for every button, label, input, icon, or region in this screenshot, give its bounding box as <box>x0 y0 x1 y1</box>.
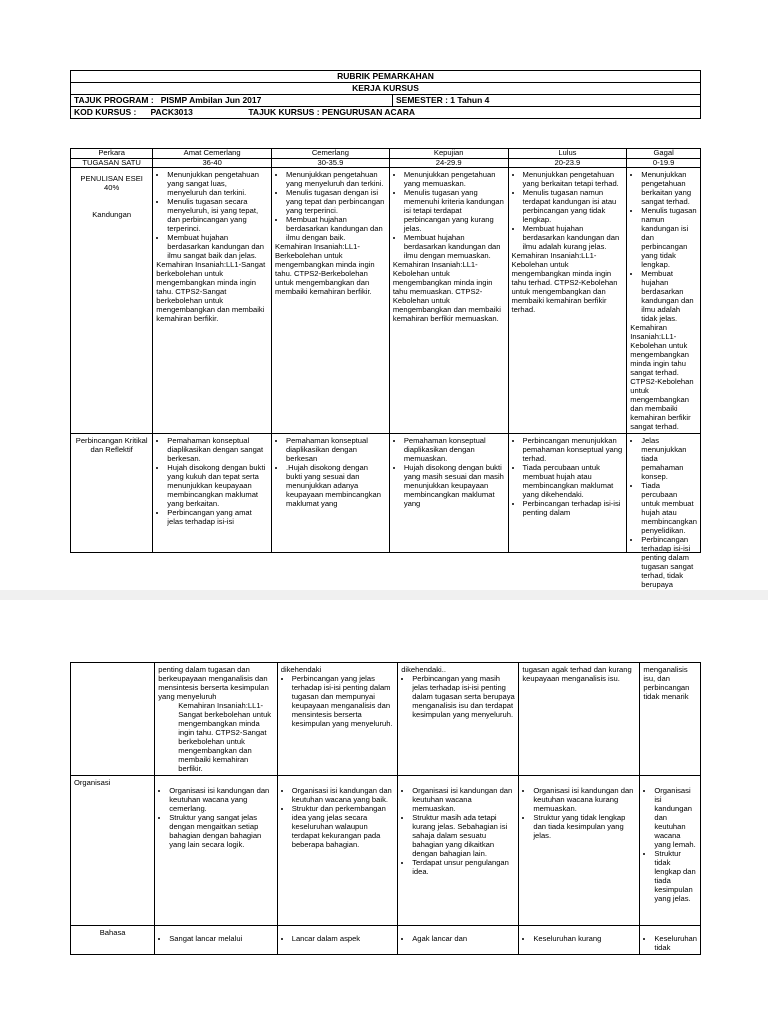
descriptor-cell <box>508 168 627 434</box>
descriptor-cell <box>398 926 519 955</box>
col-kepujian: Kepujian <box>389 149 508 159</box>
descriptor-cell <box>389 168 508 434</box>
descriptor-cell <box>627 168 701 434</box>
continuation-row <box>71 663 701 776</box>
descriptor-item: • Pemahaman konseptual diaplikasikan dengan memuaskan. <box>404 436 505 463</box>
descriptor-item: • Menulis tugasan namun terdapat kandungan isi atau perbincangan yang tidak lengkap. <box>523 188 624 224</box>
descriptor-item: • Menulis tugasan yang memenuhi kriteria kandungan isi tetapi terdapat perbincangan yang kurang jelas. <box>404 188 505 233</box>
task-label: TUGASAN SATU <box>71 158 153 168</box>
descriptor-item: • Membuat hujahan berdasarkan kandungan dan ilmu adalah tidak jelas. <box>641 269 697 323</box>
descriptor-item: • Sangat lancar melalui <box>169 934 274 943</box>
descriptor-item: • Struktur tidak lengkap dan tiada kesimpulan yang jelas. <box>654 849 697 903</box>
descriptor-item: • Menulis tugasan namun kandungan isi dan perbincangan yang tidak lengkap. <box>641 206 697 269</box>
perbincangan-row <box>71 434 701 553</box>
descriptor-item: • Keseluruhan kurang <box>533 934 636 943</box>
program-label: TAJUK PROGRAM : PISMP Ambilan Jun 2017 <box>71 95 393 107</box>
descriptor-cell <box>398 776 519 926</box>
descriptor-item: • Organisasi isi kandungan dan keutuhan wacana yang baik. <box>292 786 394 804</box>
descriptor-item: • Struktur masih ada tetapi kurang jelas. Sebahagian isi sahaja dalam sesuatu bahagian yang dikaitkan dengan bahagian lain. <box>412 813 515 858</box>
descriptor-cell <box>272 434 390 553</box>
descriptor-cell <box>153 168 272 434</box>
descriptor-item: • Organisasi isi kandungan dan keutuhan wacana yang cemerlang. <box>169 786 274 813</box>
descriptor-item: • Perbincangan menunjukkan pemahaman konseptual yang terhad. <box>523 436 624 463</box>
descriptor-item: • Perbincangan yang masih jelas terhadap isi-isi penting dalam tugasan serta berupaya menganalisis isu dan terdapat kesimpulan yang menyeluruh. <box>412 674 515 719</box>
descriptor-cell <box>277 663 397 776</box>
descriptor-cell <box>272 168 390 434</box>
descriptor-item: • Pemahaman konseptual diaplikasikan dengan berkesan <box>286 436 386 463</box>
rubric-table-page-1 <box>70 148 701 589</box>
descriptor-item: • Perbincangan terhadap isi-isi penting dalam <box>523 499 624 517</box>
criterion-penulisan <box>71 168 153 434</box>
descriptor-item: • Struktur yang tidak lengkap dan tiada kesimpulan yang jelas. <box>533 813 636 840</box>
descriptor-item: • Menulis tugasan dengan isi yang tepat dan perbincangan yang terperinci. <box>286 188 386 215</box>
descriptor-item: • Tiada percubaan untuk membuat hujah atau membincangkan maklumat yang dikehendaki. <box>523 463 624 499</box>
descriptor-item: • Organisasi isi kandungan dan keutuhan wacana kurang memuaskan. <box>533 786 636 813</box>
descriptor-note: Kemahiran Insaniah:LL1-Sangat berkebolehan untuk mengembangkan minda ingin tahu. CTPS2-Sangat berkebolehan untuk mengembangkan dan membaiki kemahiran berfikir. <box>156 260 266 323</box>
descriptor-item: • Perbincangan yang jelas terhadap isi-isi penting dalam tugasan dan mempunyai keupayaan menganalisis dan mensintesis berserta kesimpulan yang menyeluruh. <box>292 674 394 728</box>
descriptor-note: Kemahiran Insaniah:LL1-Kebolehan untuk mengembangkan minda ingin tahu terhad. CTPS2-Kebolehan untuk mengembangkan dan membaiki kemahiran berfikir terhad. <box>511 251 618 314</box>
descriptor-item: • Menunjukkan pengetahuan berkaitan yang sangat terhad. <box>641 170 697 206</box>
score-range: 0-19.9 <box>627 158 701 168</box>
bahasa-row <box>71 926 701 955</box>
descriptor-cell <box>640 776 701 926</box>
descriptor-item: • Organisasi isi kandungan dan keutuhan wacana yang lemah. <box>654 786 697 849</box>
descriptor-cell <box>640 663 701 776</box>
descriptor-item: • Menunjukkan pengetahuan yang memuaskan. <box>404 170 505 188</box>
organisasi-row <box>71 776 701 926</box>
col-perkara: Perkara <box>71 149 153 159</box>
document-page-2 <box>0 600 768 1024</box>
descriptor-item: • Terdapat unsur pengulangan idea. <box>412 858 515 876</box>
descriptor-item: • Struktur yang sangat jelas dengan mengaitkan setiap bahagian dengan bahagian yang lain secara logik. <box>169 813 274 849</box>
descriptor-item: • Lancar dalam aspek <box>292 934 394 943</box>
course-title: TAJUK KURSUS : PENGURUSAN ACARA <box>248 107 416 117</box>
descriptor-item: • Hujah disokong dengan bukti yang kukuh dan tepat serta menunjukkan keupayaan membincangkan maklumat yang berkaitan. <box>167 463 268 508</box>
score-range: 24-29.9 <box>389 158 508 168</box>
column-header-row <box>71 149 701 159</box>
descriptor-cell <box>398 663 519 776</box>
descriptor-item: • .Hujah disokong dengan bukti yang sesuai dan menunjukkan adanya keupayaan membincangkan maklumat yang <box>286 463 386 508</box>
score-range: 30-35.9 <box>272 158 390 168</box>
descriptor-cell <box>155 663 278 776</box>
criterion-label: PENULISAN ESEI <box>80 174 143 183</box>
criterion-bahasa: Bahasa <box>71 926 155 955</box>
kandungan-row <box>71 168 701 434</box>
course-code: KOD KURSUS : PACK3013 <box>74 107 193 117</box>
score-range: 20-23.9 <box>508 158 627 168</box>
criterion-organisasi: Organisasi <box>71 776 155 926</box>
descriptor-item: • Tiada percubaan untuk membuat hujah atau membincangkan penyelidikan. <box>641 481 697 535</box>
descriptor-cell <box>519 926 640 955</box>
descriptor-item: • Menulis tugasan secara menyeluruh, isi yang tepat, dan perbincangan yang terperinci. <box>167 197 268 233</box>
descriptor-lead: penting dalam tugasan dan berkeupayaan menganalisis dan mensintesis berserta kesimpulan yang menyeluruh <box>158 665 269 701</box>
descriptor-item: • Membuat hujahan berdasarkan kandungan dan ilmu dengan memuaskan. <box>404 233 505 260</box>
descriptor-lead: dikehendaki <box>280 665 322 674</box>
descriptor-cell <box>277 776 397 926</box>
descriptor-item: • Pemahaman konseptual diaplikasikan dengan sangat berkesan. <box>167 436 268 463</box>
descriptor-cell <box>389 434 508 553</box>
descriptor-item: • Hujah disokong dengan bukti yang masih sesuai dan masih menunjukkan keupayaan membincangkan maklumat yang <box>404 463 505 508</box>
rubric-title: RUBRIK PEMARKAHAN <box>71 71 701 83</box>
descriptor-cell <box>627 434 701 589</box>
descriptor-item: • Membuat hujahan berdasarkan kandungan dan ilmu sangat baik dan jelas. <box>167 233 268 260</box>
descriptor-item: • Struktur dan perkembangan idea yang jelas secara keseluruhan walaupun terdapat kekurangan pada beberapa bahagian. <box>292 804 394 849</box>
descriptor-cell <box>640 926 701 955</box>
descriptor-cell <box>155 776 278 926</box>
criterion-perbincangan: Perbincangan Kritikal dan Reflektif <box>71 434 153 553</box>
descriptor-item: • Menunjukkan pengetahuan yang sangat luas, menyeluruh dan terkini. <box>167 170 268 197</box>
descriptor-item: • Menunjukkan pengetahuan yang menyeluruh dan terkini. <box>286 170 386 188</box>
descriptor-note: Kemahiran Insaniah:LL1-Sangat berkebolehan untuk mengembangkan minda ingin tahu. CTPS2-Sangat berkebolehan untuk mengembangkan dan membaiki kemahiran berfikir. <box>178 701 272 773</box>
descriptor-item: • Jelas menunjukkan tiada pemahaman konsep. <box>641 436 697 481</box>
criterion-blank <box>71 663 155 776</box>
descriptor-item: • Membuat hujahan berdasarkan kandungan dan ilmu dengan baik. <box>286 215 386 242</box>
semester-label: SEMESTER : 1 Tahun 4 <box>393 95 701 107</box>
descriptor-item: • Membuat hujahan berdasarkan kandungan dan ilmu adalah kurang jelas. <box>523 224 624 251</box>
descriptor-item: • Perbincangan terhadap isi-isi penting dalam tugasan sangat terhad, tidak berupaya <box>641 535 697 589</box>
descriptor-item: • Menunjukkan pengetahuan yang berkaitan tetapi terhad. <box>523 170 624 188</box>
descriptor-cell <box>519 663 640 776</box>
descriptor-cell <box>519 776 640 926</box>
descriptor-item: • Agak lancar dan <box>412 934 515 943</box>
course-code-row <box>71 107 701 119</box>
descriptor-note: Kemahiran Insaniah:LL1-Kebolehan untuk mengembangkan minda ingin tahu sangat terhad. CTPS2-Kebolehan untuk mengembangkan dan membaiki kemahiran berfikir sangat terhad. <box>630 323 694 431</box>
col-amat-cemerlang: Amat Cemerlang <box>153 149 272 159</box>
descriptor-cell <box>155 926 278 955</box>
descriptor-note: Kemahiran Insaniah:LL1-Berkebolehan untuk mengembangkan minda ingin tahu. CTPS2-Berkebolehan untuk mengembangkan dan membaiki kemahiran berfikir. <box>275 242 375 296</box>
descriptor-cell <box>153 434 272 553</box>
criterion-weight: 40% <box>104 183 120 192</box>
descriptor-item: • Keseluruhan tidak <box>654 934 697 952</box>
score-range: 36-40 <box>153 158 272 168</box>
col-lulus: Lulus <box>508 149 627 159</box>
rubric-subtitle: KERJA KURSUS <box>71 83 701 95</box>
descriptor-lead: menganalisis isu, dan perbincangan tidak menarik <box>643 665 690 701</box>
descriptor-item: • Organisasi isi kandungan dan keutuhan wacana memuaskan. <box>412 786 515 813</box>
score-range-row <box>71 158 701 168</box>
course-header-table <box>70 70 701 119</box>
descriptor-cell <box>277 926 397 955</box>
descriptor-item: • Perbincangan yang amat jelas terhadap isi-isi <box>167 508 268 526</box>
descriptor-lead: tugasan agak terhad dan kurang keupayaan menganalisis isu. <box>522 665 632 683</box>
col-gagal: Gagal <box>627 149 701 159</box>
col-cemerlang: Cemerlang <box>272 149 390 159</box>
descriptor-cell <box>508 434 627 553</box>
criterion-sublabel: Kandungan <box>92 210 132 219</box>
descriptor-note: Kemahiran Insaniah:LL1-Kebolehan untuk mengembangkan minda ingin tahu memuaskan. CTPS2-Kebolehan untuk mengembangkan dan membaiki kemahiran berfikir memuaskan. <box>392 260 501 323</box>
descriptor-lead: dikehendaki.. <box>401 665 446 674</box>
rubric-table-page-2 <box>70 662 701 955</box>
